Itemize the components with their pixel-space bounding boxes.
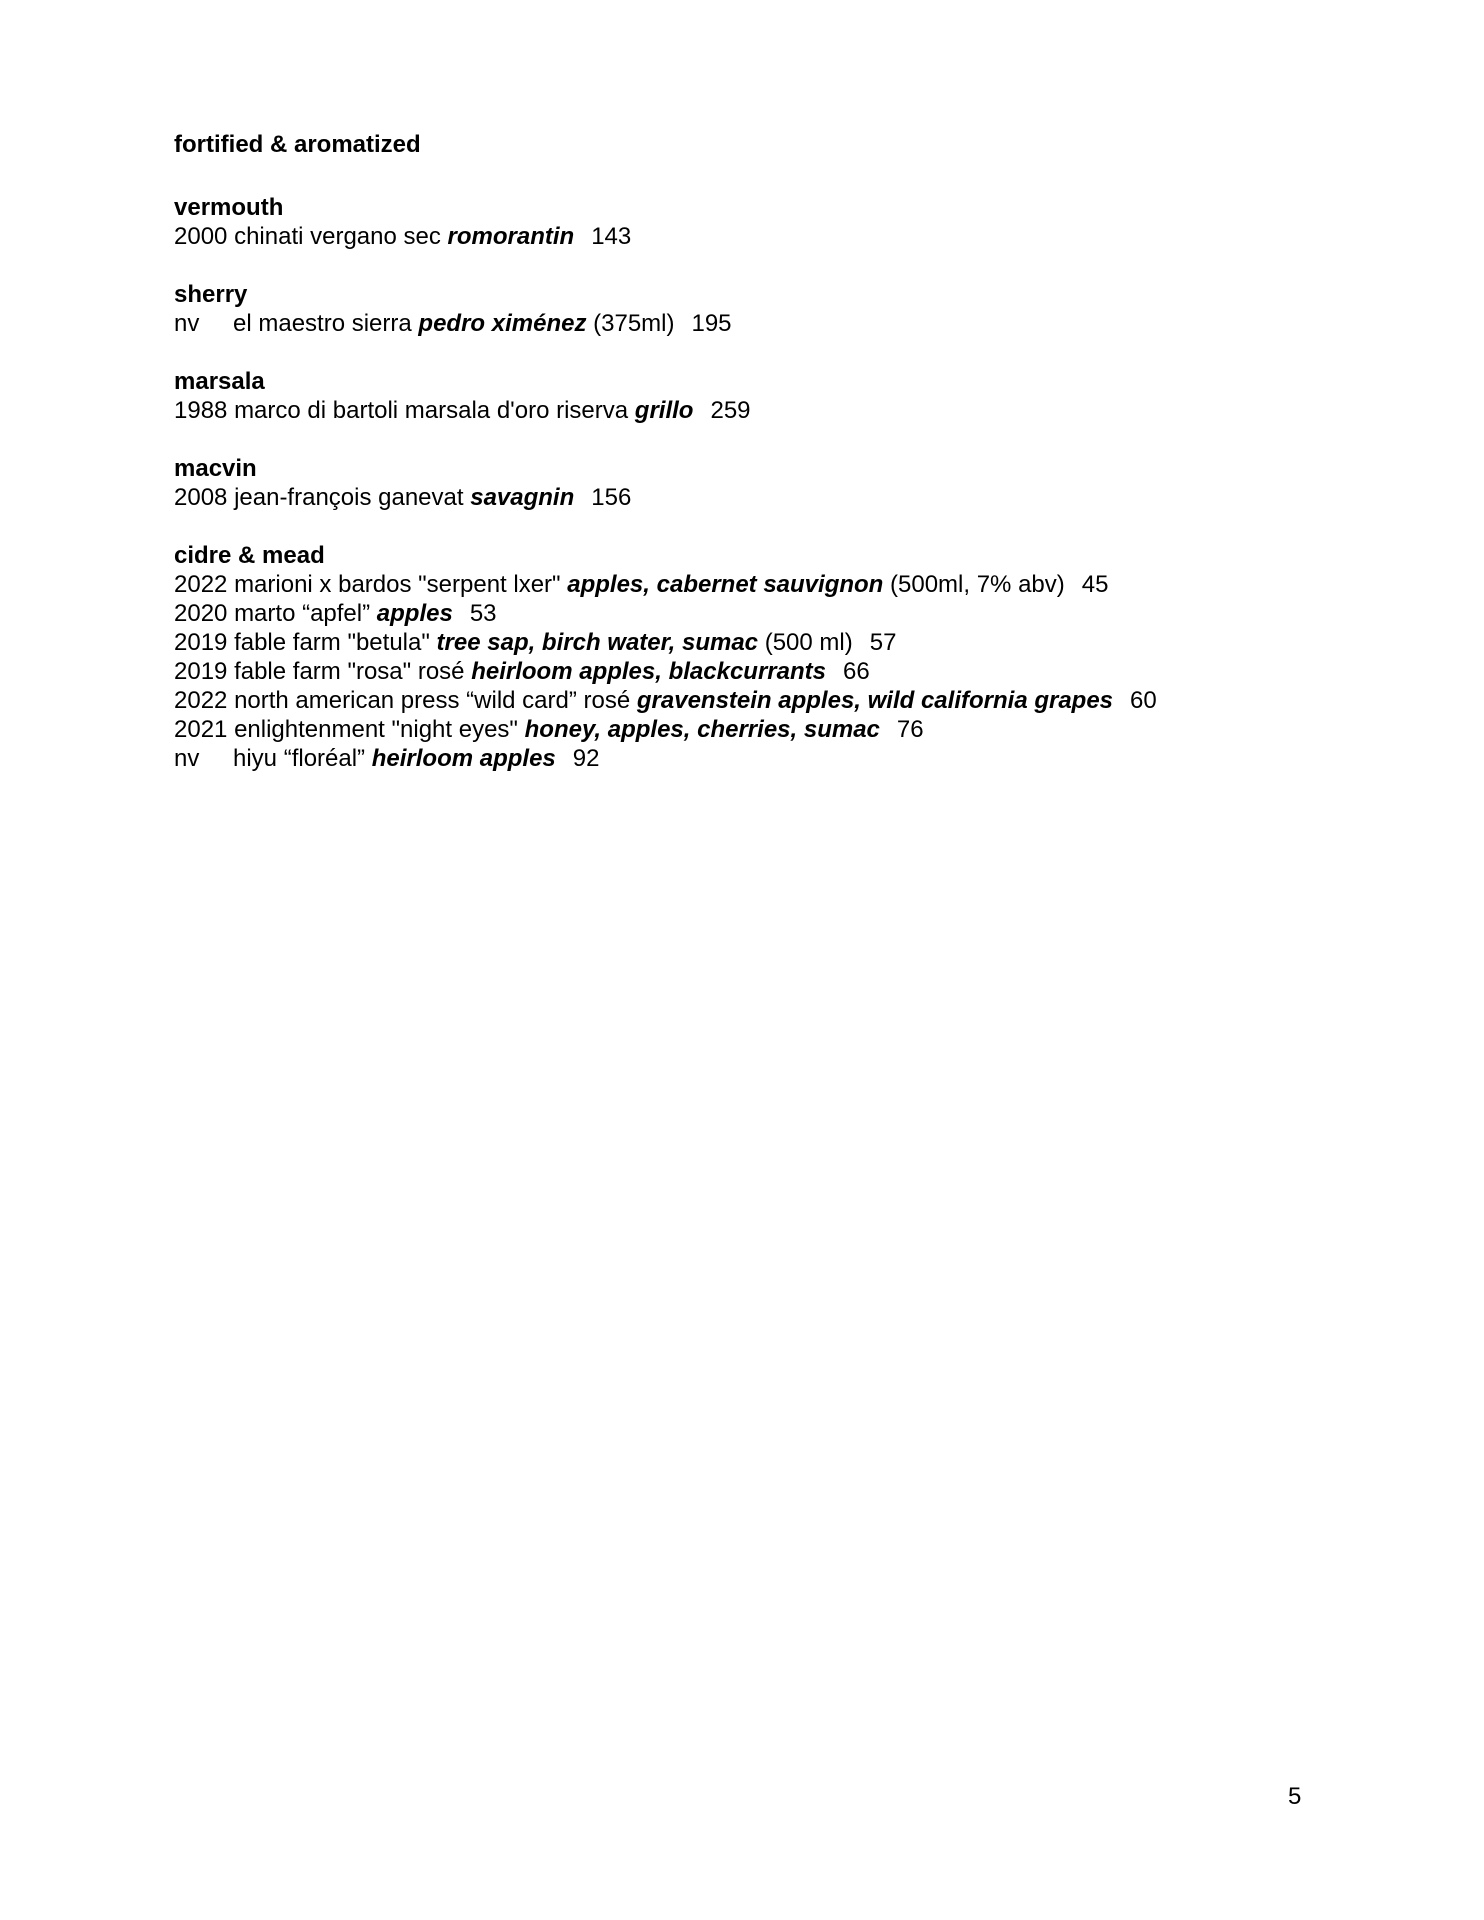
grape: savagnin xyxy=(470,484,575,511)
grape: honey, apples, cherries, sumac xyxy=(524,716,880,743)
group-title: macvin xyxy=(174,455,257,482)
vintage: 2019 xyxy=(174,658,228,685)
note: (500ml, 7% abv) xyxy=(890,571,1065,598)
price: 156 xyxy=(591,484,632,511)
vintage: 2020 xyxy=(174,600,228,627)
producer: marioni x bardos "serpent lxer" xyxy=(234,571,561,598)
vintage: nv xyxy=(174,745,200,772)
page-number: 5 xyxy=(1288,1783,1302,1810)
list-item xyxy=(174,483,1354,512)
list-item xyxy=(174,628,1354,657)
note: (375ml) xyxy=(593,310,675,337)
price: 45 xyxy=(1081,571,1109,598)
list-item xyxy=(174,657,1354,686)
grape: heirloom apples xyxy=(371,745,556,772)
list-item xyxy=(174,599,1354,628)
producer: jean-françois ganevat xyxy=(234,484,464,511)
price: 143 xyxy=(591,223,632,250)
producer: north american press “wild card” rosé xyxy=(234,687,631,714)
vintage: 2021 xyxy=(174,716,228,743)
price: 195 xyxy=(691,310,732,337)
vintage: nv xyxy=(174,310,200,337)
grape: apples, cabernet sauvignon xyxy=(567,571,884,598)
grape: grillo xyxy=(634,397,694,424)
vintage: 2000 xyxy=(174,223,228,250)
grape: apples xyxy=(376,600,453,627)
price: 53 xyxy=(469,600,497,627)
price: 60 xyxy=(1130,687,1157,714)
producer: fable farm "rosa" rosé xyxy=(234,658,465,685)
producer: hiyu “floréal” xyxy=(233,745,366,772)
section-title: fortified & aromatized xyxy=(174,131,421,158)
grape: romorantin xyxy=(447,223,575,250)
vintage: 1988 xyxy=(174,397,228,424)
group-title: marsala xyxy=(174,368,265,395)
grape: tree sap, birch water, sumac xyxy=(436,629,759,656)
producer: marto “apfel” xyxy=(234,600,371,627)
price: 76 xyxy=(896,716,924,743)
price: 66 xyxy=(843,658,870,685)
grape: heirloom apples, blackcurrants xyxy=(471,658,826,685)
producer: fable farm "betula" xyxy=(234,629,430,656)
group-title: vermouth xyxy=(174,194,284,221)
group-sherry xyxy=(174,280,1354,338)
list-item xyxy=(174,309,1354,338)
group-macvin xyxy=(174,454,1354,512)
list-item xyxy=(174,715,1354,744)
vintage: 2022 xyxy=(174,687,228,714)
producer: el maestro sierra xyxy=(233,310,412,337)
group-cidre-mead xyxy=(174,541,1354,773)
list-item xyxy=(174,570,1354,599)
list-item xyxy=(174,396,1354,425)
producer: chinati vergano sec xyxy=(234,223,441,250)
vintage: 2008 xyxy=(174,484,228,511)
producer: marco di bartoli marsala d'oro riserva xyxy=(234,397,629,424)
group-marsala xyxy=(174,367,1354,425)
producer: enlightenment "night eyes" xyxy=(234,716,518,743)
group-title: sherry xyxy=(174,281,248,308)
grape: pedro ximénez xyxy=(418,310,587,337)
list-item xyxy=(174,686,1354,715)
note: (500 ml) xyxy=(764,629,853,656)
group-title: cidre & mead xyxy=(174,542,325,569)
price: 57 xyxy=(869,629,897,656)
vintage: 2022 xyxy=(174,571,228,598)
list-item xyxy=(174,744,1354,773)
vintage: 2019 xyxy=(174,629,228,656)
wine-list-page xyxy=(174,130,1354,802)
group-vermouth xyxy=(174,193,1354,251)
price: 92 xyxy=(572,745,600,772)
price: 259 xyxy=(710,397,751,424)
list-item xyxy=(174,222,1354,251)
grape: gravenstein apples, wild california grapes xyxy=(636,687,1114,714)
